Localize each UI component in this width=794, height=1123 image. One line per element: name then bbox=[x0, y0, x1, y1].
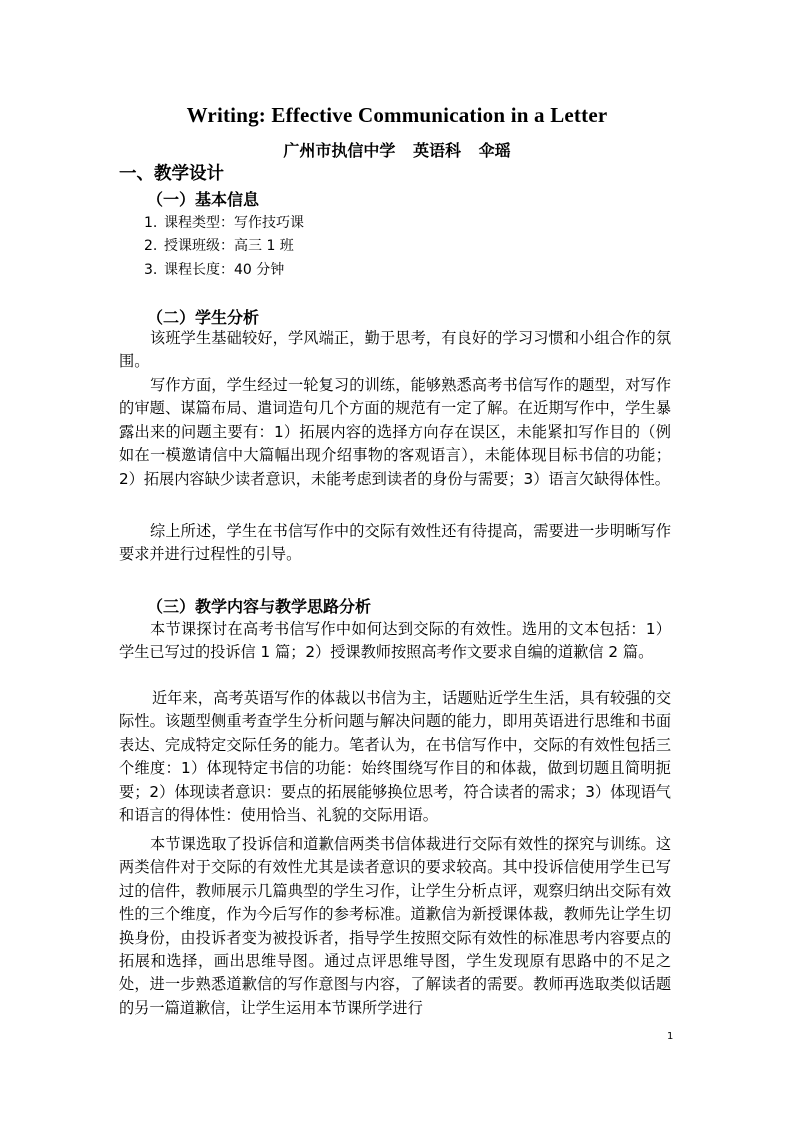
subheading-content-analysis: （三）教学内容与教学思路分析 bbox=[147, 597, 372, 616]
paragraph: 近年来，高考英语写作的体裁以书信为主，话题贴近学生生活，具有较强的交际性。该题型侧重考查学生分析问题与解决问题的能力，即用英语进行思维和书面表达、完成特定交际任务的能力。笔者认为，在书信写作中，交际的有效性包括三个维度：1）体现特定书信的功能：始终围绕写作目的和体裁，做到切题且简明扼要；2）体现读者意识：要点的拓展能够换位思考，符合读者的需求；3）体现语气和语言的得体性：使用恰当、礼貌的交际用语。 bbox=[119, 689, 671, 825]
list-item bbox=[144, 235, 294, 255]
section-heading-teaching-design: 一、教学设计 bbox=[119, 164, 224, 184]
subheading-basic-info: （一）基本信息 bbox=[147, 190, 260, 209]
list-item-text: 授课班级：高三 1 班 bbox=[164, 238, 294, 254]
list-item-number: 1. bbox=[144, 215, 158, 231]
paragraph: 本节课探讨在高考书信写作中如何达到交际的有效性。选用的文本包括：1）学生已写过的投诉信 1 篇；2）授课教师按照高考作文要求自编的道歉信 2 篇。 bbox=[119, 620, 671, 662]
list-item-number: 3. bbox=[144, 262, 158, 278]
paragraph: 写作方面，学生经过一轮复习的训练，能够熟悉高考书信写作的题型，对写作的审题、谋篇布局、遣词造句几个方面的规范有一定了解。在近期写作中，学生暴露出来的问题主要有：1）拓展内容的选择方向存在误区，未能紧扣写作目的（例如在一模邀请信中大篇幅出现介绍事物的客观语言），未能体现目标书信的功能；2）拓展内容缺少读者意识，未能考虑到读者的身份与需要；3）语言欠缺得体性。 bbox=[119, 376, 671, 488]
paragraph: 该班学生基础较好，学风端正，勤于思考，有良好的学习习惯和小组合作的氛围。 bbox=[119, 329, 671, 371]
list-item-number: 2. bbox=[144, 238, 158, 254]
subheading-student-analysis: （二）学生分析 bbox=[147, 308, 260, 327]
paragraph: 本节课选取了投诉信和道歉信两类书信体裁进行交际有效性的探究与训练。这两类信件对于交际的有效性尤其是读者意识的要求较高。其中投诉信使用学生已写过的信件，教师展示几篇典型的学生习作，让学生分析点评，观察归纳出交际有效性的三个维度，作为今后写作的参考标准。道歉信为新授课体裁，教师先让学生切换身份，由投诉者变为被投诉者，指导学生按照交际有效性的标准思考内容要点的拓展和选择，画出思维导图。通过点评思维导图，学生发现原有思路中的不足之处，进一步熟悉道歉信的写作意图与内容，了解读者的需要。教师再选取类似话题的另一篇道歉信，让学生运用本节课所学进行 bbox=[119, 835, 671, 1017]
page-number: 1 bbox=[667, 1031, 674, 1042]
list-item-text: 课程类型：写作技巧课 bbox=[164, 215, 304, 231]
list-item bbox=[144, 259, 284, 279]
list-item-text: 课程长度：40 分钟 bbox=[164, 262, 285, 278]
paragraph: 综上所述，学生在书信写作中的交际有效性还有待提高，需要进一步明晰写作要求并进行过程性的引导。 bbox=[119, 522, 671, 564]
author-line: 广州市执信中学 英语科 伞瑶 bbox=[283, 141, 511, 160]
list-item bbox=[144, 212, 304, 232]
document-title: Writing: Effective Communication in a Letter bbox=[186, 103, 608, 127]
